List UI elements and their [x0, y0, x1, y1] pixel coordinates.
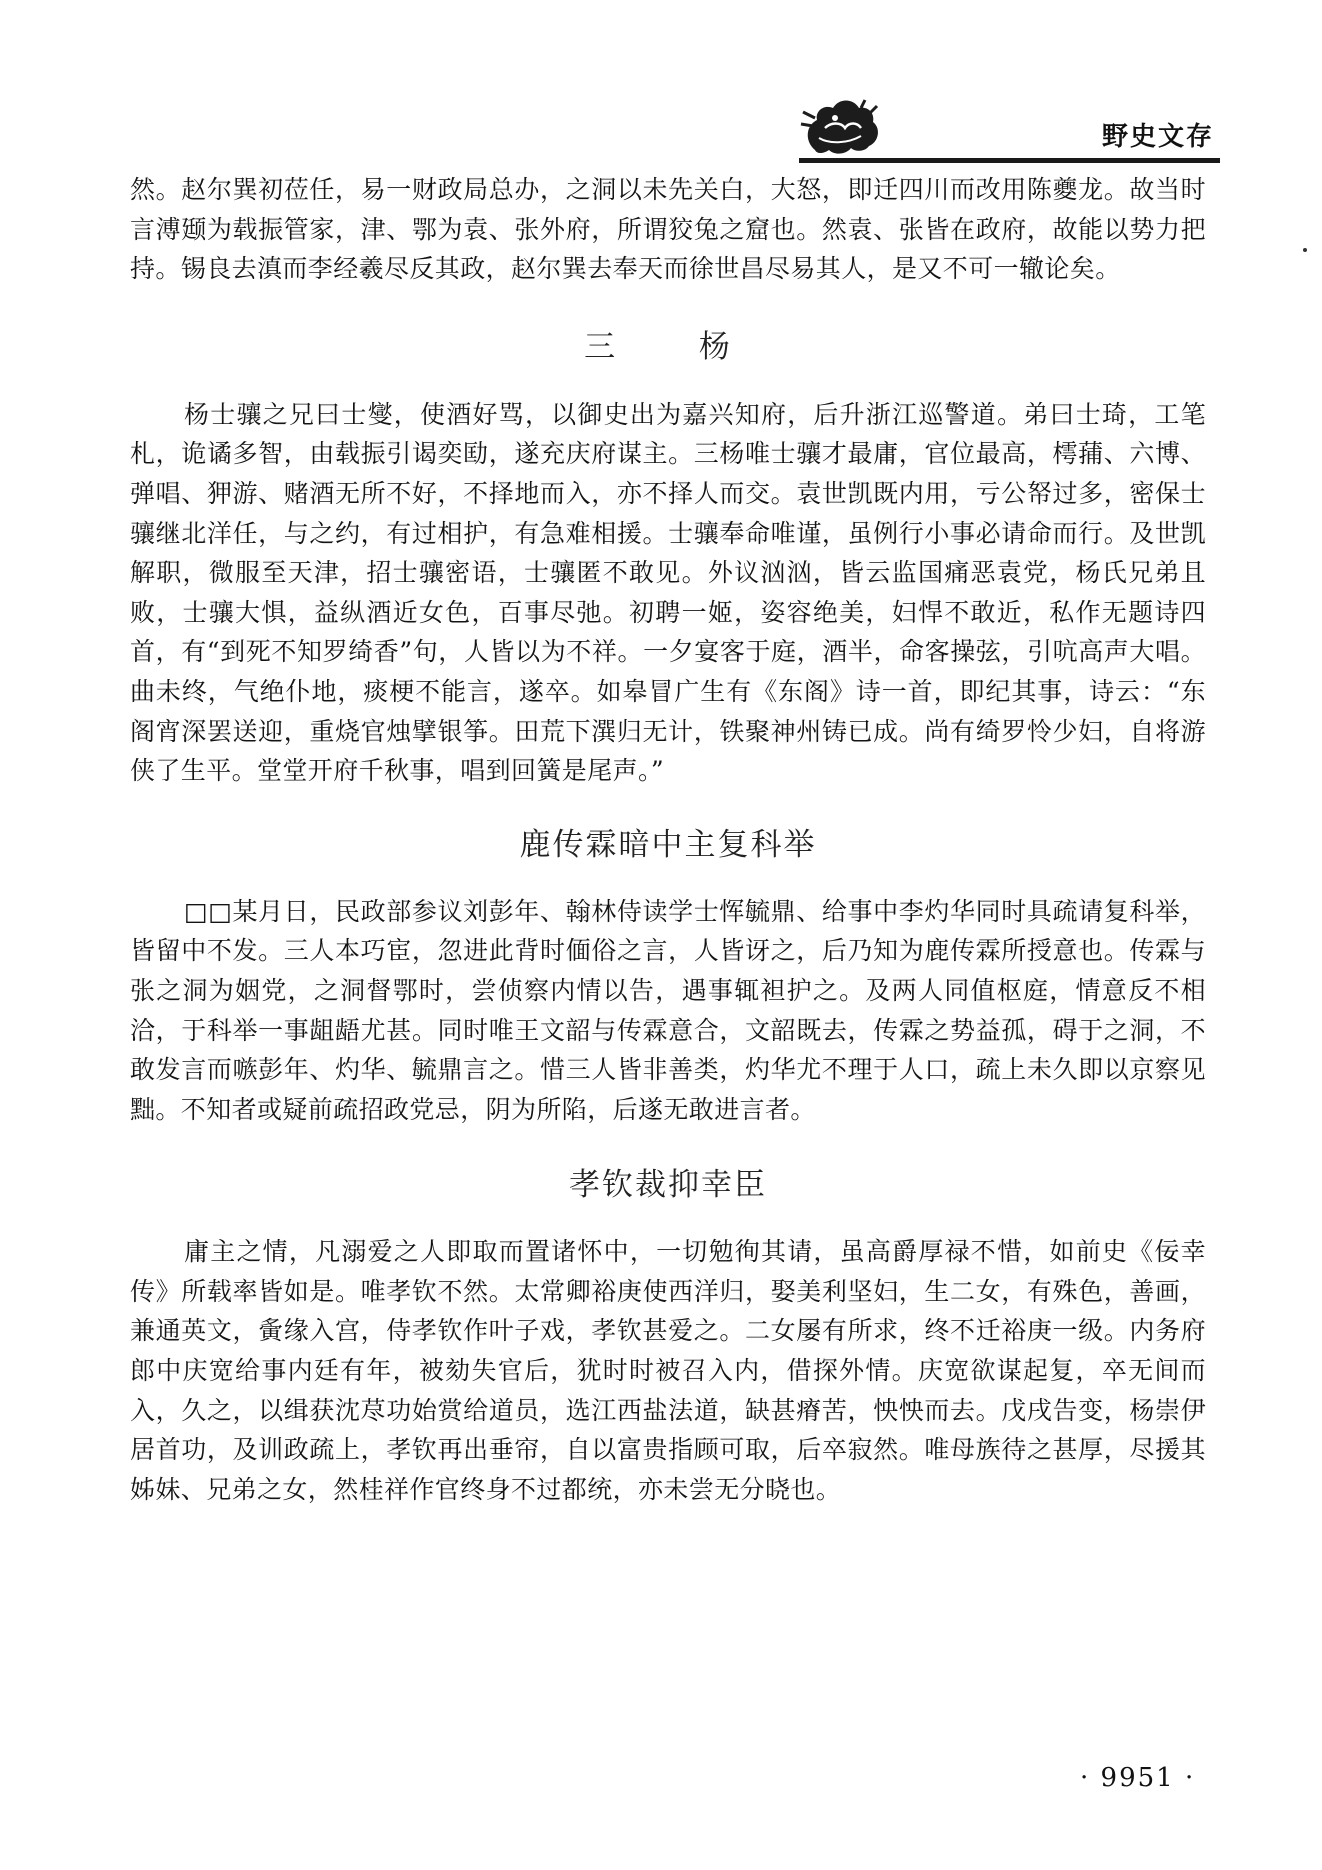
section-body-xiaoqin: 庸主之情，凡溺爱之人即取而置诸怀中，一切勉徇其请，虽高爵厚禄不惜，如前史《佞幸传》所载率皆如是。唯孝钦不然。太常卿裕庚使西洋归，娶美利坚妇，生二女，有殊色，善画，兼通英文，夤缘入宫，侍孝钦作叶子戏，孝钦甚爱之。二女屡有所求，终不迁裕庚一级。内务府郎中庆宽给事内廷有年，被劾失官后，犹时时被召入内，借探外情。庆宽欲谋起复，卒无间而入，久之，以缉获沈荩功始赏给道员，选江西盐法道，缺甚瘠苦，怏怏而去。戊戌告变，杨崇伊居首功，及训政疏上，孝钦再出垂帘，自以富贵指顾可取，后卒寂然。唯母族待之甚厚，尽援其姊妹、兄弟之女，然桂祥作官终身不过都统，亦未尝无分晓也。 — [130, 1237, 1206, 1504]
section-title-san-yang: 三 杨 — [584, 328, 752, 365]
section-title-xiaoqin: 孝钦裁抑幸臣 — [569, 1167, 767, 1204]
page-number: · 9951 · — [1080, 1763, 1196, 1793]
page-body — [130, 170, 1206, 1509]
section-title-lu-chuanlin: 鹿传霖暗中主复科举 — [519, 826, 817, 863]
series-title: 野史文存 — [1101, 122, 1214, 152]
scan-speck — [1303, 248, 1307, 252]
intro-paragraph: 然。赵尔巽初莅任，易一财政局总办，之洞以未先关白，大怒，即迁四川而改用陈夔龙。故当时言溥颋为载振管家，津、鄂为袁、张外府，所谓狡兔之窟也。然袁、张皆在政府，故能以势力把持。锡良去滇而李经羲尽反其政，赵尔巽去奉天而徐世昌尽易其人，是又不可一辙论矣。 — [130, 175, 1206, 284]
header-rule — [799, 158, 1220, 163]
dragon-emblem-icon — [795, 92, 885, 162]
running-header — [795, 92, 1220, 164]
section-body-lu-chuanlin: □□某月日，民政部参议刘彭年、翰林侍读学士恽毓鼎、给事中李灼华同时具疏请复科举，皆留中不发。三人本巧宦，忽进此背时偭俗之言，人皆讶之，后乃知为鹿传霖所授意也。传霖与张之洞为姻党，之洞督鄂时，尝侦察内情以告，遇事辄袒护之。及两人同值枢庭，情意反不相洽，于科举一事龃龉尤甚。同时唯王文韶与传霖意合，文韶既去，传霖之势益孤，碍于之洞，不敢发言而嗾彭年、灼华、毓鼎言之。惜三人皆非善类，灼华尤不理于人口，疏上未久即以京察见黜。不知者或疑前疏招政党忌，阴为所陷，后遂无敢进言者。 — [130, 896, 1206, 1124]
section-body-san-yang: 杨士骧之兄曰士燮，使酒好骂，以御史出为嘉兴知府，后升浙江巡警道。弟曰士琦，工笔札，诡谲多智，由载振引谒奕劻，遂充庆府谋主。三杨唯士骧才最庸，官位最高，樗蒱、六博、弹唱、狎游、赌酒无所不好，不择地而入，亦不择人而交。袁世凯既内用，亏公帑过多，密保士骧继北洋任，与之约，有过相护，有急难相援。士骧奉命唯谨，虽例行小事必请命而行。及世凯解职，微服至天津，招士骧密语，士骧匿不敢见。外议汹汹，皆云监国痛恶袁党，杨氏兄弟且败，士骧大惧，益纵酒近女色，百事尽弛。初聘一姬，姿容绝美，妇悍不敢近，私作无题诗四首，有“到死不知罗绮香”句，人皆以为不祥。一夕宴客于庭，酒半，命客操弦，引吭高声大唱。曲未终，气绝仆地，痰梗不能言，遂卒。如皋冒广生有《东阁》诗一首，即纪其事，诗云：“东阁宵深罢送迎，重烧官烛擘银筝。田荒下潠归无计，铁聚神州铸已成。尚有绮罗怜少妇，自将游侠了生平。堂堂开府千秋事，唱到回簧是尾声。” — [130, 399, 1206, 786]
